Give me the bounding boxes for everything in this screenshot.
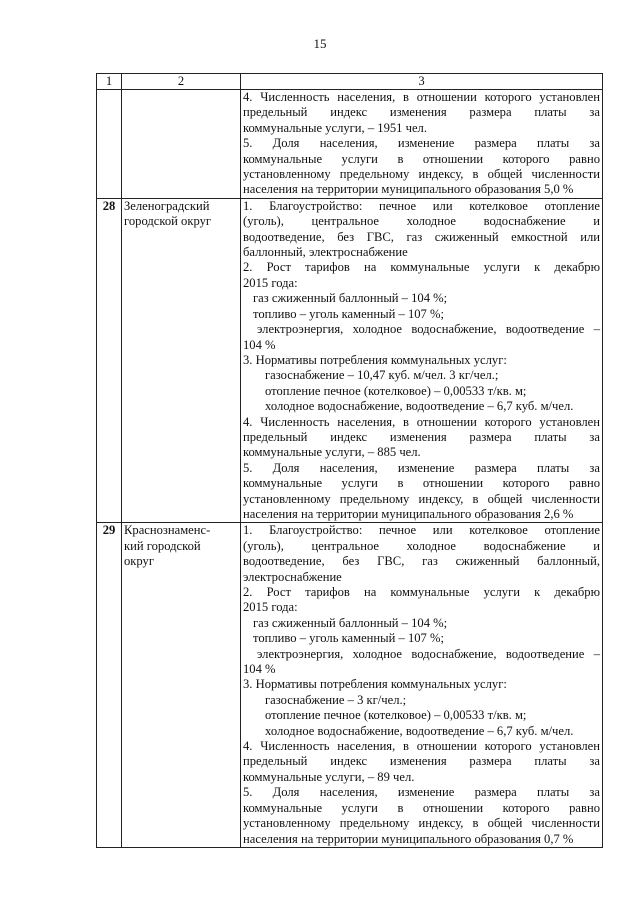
name-line: городской округ xyxy=(124,214,212,229)
continuation-content-cell xyxy=(241,90,603,199)
header-col-1: 1 xyxy=(97,74,122,90)
text-line: электроэнергия, холодное водоснабжение, водоотведение – xyxy=(257,646,600,661)
text-line: установленному предельному индексу, в общей численности xyxy=(243,816,600,831)
text-line: газоснабжение – 3 кг/чел.; xyxy=(265,692,407,707)
text-line: 2015 года: xyxy=(243,275,298,290)
row-content xyxy=(241,198,603,523)
text-line: населения на территории муниципального образования 2,6 % xyxy=(243,506,574,521)
text-line: установленному предельному индексу, в общей численности xyxy=(243,167,600,182)
text-line: предельный индекс изменения размера платы за xyxy=(243,105,600,120)
text-line: отопление печное (котелковое) – 0,00533 т/кв. м; xyxy=(265,383,527,398)
text-line: 1. Благоустройство: печное или котелковое отопление xyxy=(243,198,600,213)
page-number: 15 xyxy=(313,36,327,51)
text-line: предельный индекс изменения размера платы за xyxy=(243,429,600,444)
text-line: населения на территории муниципального образования 0,7 % xyxy=(243,831,574,846)
text-line: 3. Нормативы потребления коммунальных услуг: xyxy=(243,352,507,367)
text-line: коммунальные услуги в отношении которого равно xyxy=(243,476,600,491)
continuation-name-cell xyxy=(122,90,241,199)
text-line: (уголь), центральное холодное водоснабжение и xyxy=(243,214,600,229)
text-line: холодное водоснабжение, водоотведение – 6,7 куб. м/чел. xyxy=(265,399,574,414)
table-row-29 xyxy=(97,523,603,848)
text-line: коммунальные услуги в отношении которого равно xyxy=(243,151,600,166)
text-line: 5. Доля населения, изменение размера платы за xyxy=(243,785,600,800)
text-line: коммунальные услуги, – 1951 чел. xyxy=(243,120,427,135)
text-line: 3. Нормативы потребления коммунальных услуг: xyxy=(243,677,507,692)
text-line: баллонный, электроснабжение xyxy=(243,245,408,260)
text-line: топливо – уголь каменный – 107 %; xyxy=(253,631,444,646)
text-line: коммунальные услуги, – 885 чел. xyxy=(243,445,421,460)
table-header-row xyxy=(97,74,603,90)
text-line: электроснабжение xyxy=(243,569,342,584)
document-table xyxy=(96,73,603,848)
table-row-continuation xyxy=(97,90,603,199)
text-line: 4. Численность населения, в отношении которого установлен xyxy=(243,414,600,429)
text-line: газ сжиженный баллонный – 104 %; xyxy=(253,291,448,306)
name-line: округ xyxy=(124,554,155,569)
row-number: 29 xyxy=(97,523,122,848)
text-line: 5. Доля населения, изменение размера платы за xyxy=(243,136,600,151)
text-line: установленному предельному индексу, в общей численности xyxy=(243,491,600,506)
text-line: холодное водоснабжение, водоотведение – 6,7 куб. м/чел. xyxy=(265,723,574,738)
row-content xyxy=(241,523,603,848)
text-line: коммунальные услуги в отношении которого равно xyxy=(243,800,600,815)
text-line: газ сжиженный баллонный – 104 %; xyxy=(253,615,448,630)
continuation-num-cell xyxy=(97,90,122,199)
municipality-name xyxy=(122,523,241,848)
text-line: 104 % xyxy=(243,337,276,352)
text-line: (уголь), центральное холодное водоснабжение и xyxy=(243,538,600,553)
row-number: 28 xyxy=(97,198,122,523)
table-row-28 xyxy=(97,198,603,523)
text-line: 4. Численность населения, в отношении которого установлен xyxy=(243,90,600,104)
municipality-name xyxy=(122,198,241,523)
text-line: газоснабжение – 10,47 куб. м/чел. 3 кг/чел.; xyxy=(265,368,499,383)
text-line: 5. Доля населения, изменение размера платы за xyxy=(243,460,600,475)
text-line: 104 % xyxy=(243,662,276,677)
header-col-3: 3 xyxy=(241,74,603,90)
text-line: 1. Благоустройство: печное или котелковое отопление xyxy=(243,523,600,538)
text-line: водоотведение, без ГВС, газ сжиженный баллонный, xyxy=(243,554,600,569)
text-line: коммунальные услуги, – 89 чел. xyxy=(243,769,415,784)
text-line: населения на территории муниципального образования 5,0 % xyxy=(243,182,574,197)
name-line: Зеленоградский xyxy=(124,198,210,213)
text-line: 2. Рост тарифов на коммунальные услуги к декабрю xyxy=(243,260,600,275)
name-line: кий городской xyxy=(124,538,201,553)
text-line: отопление печное (котелковое) – 0,00533 т/кв. м; xyxy=(265,708,527,723)
text-line: электроэнергия, холодное водоснабжение, водоотведение – xyxy=(257,322,600,337)
text-line: водоотведение, без ГВС, газ сжиженный емкостной или xyxy=(243,229,600,244)
text-line: 2015 года: xyxy=(243,600,298,615)
name-line: Краснознаменс- xyxy=(124,523,211,538)
text-line: 4. Численность населения, в отношении которого установлен xyxy=(243,739,600,754)
text-line: топливо – уголь каменный – 107 %; xyxy=(253,306,444,321)
text-line: 2. Рост тарифов на коммунальные услуги к декабрю xyxy=(243,585,600,599)
header-col-2: 2 xyxy=(122,74,241,90)
text-line: предельный индекс изменения размера платы за xyxy=(243,754,600,769)
